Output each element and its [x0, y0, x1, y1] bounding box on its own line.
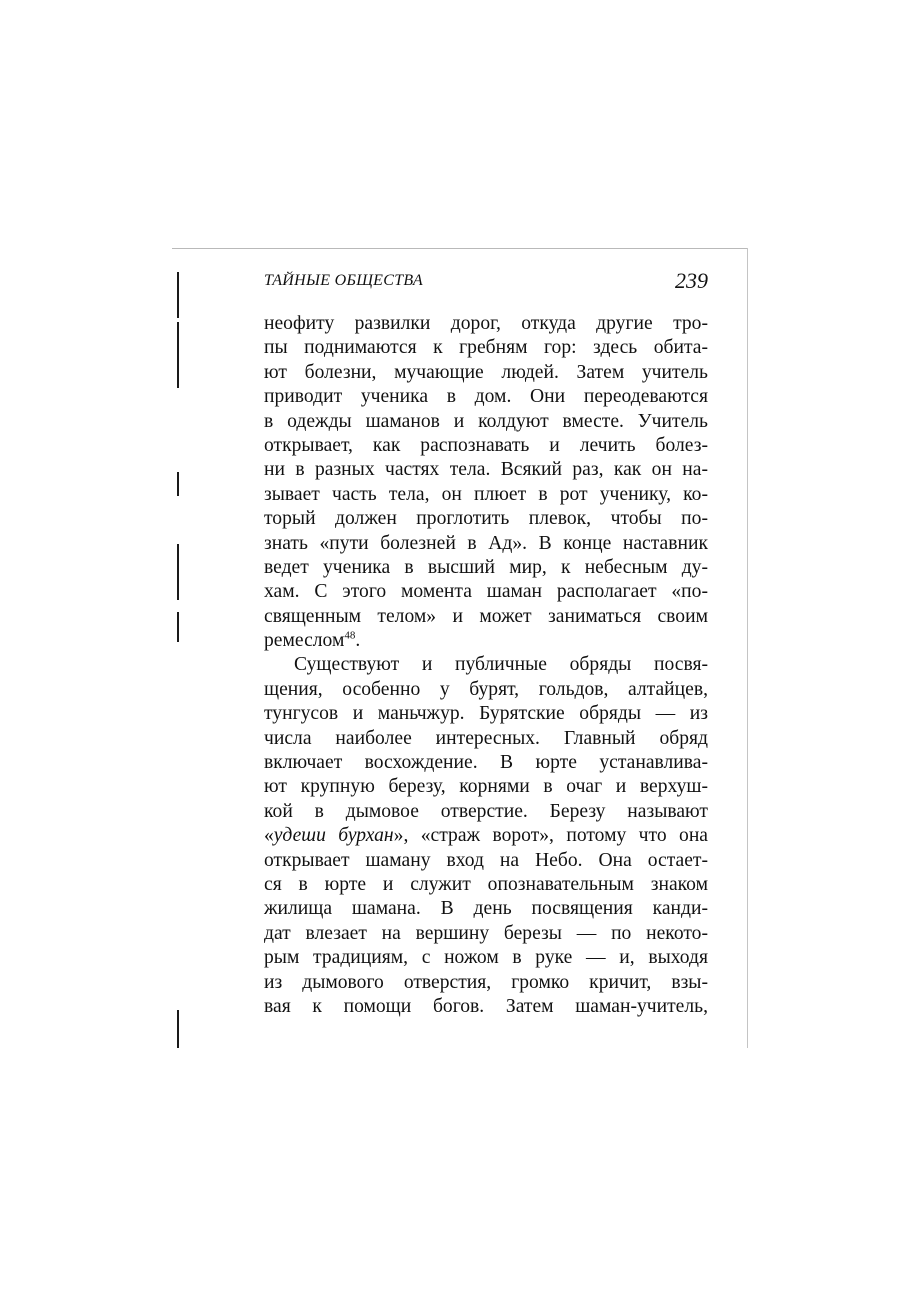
text-line: кой в дымовое отверстие. Березу называют — [264, 800, 708, 822]
text-line: зывает часть тела, он плюет в рот ученику, ко- — [264, 483, 708, 505]
text-line: священным телом» и может заниматься своим — [264, 605, 708, 627]
scan-edge-mark — [177, 1010, 179, 1048]
text-line: ся в юрте и служит опознавательным знаком — [264, 873, 708, 895]
page-header — [264, 268, 708, 296]
page-right-border — [747, 248, 748, 1048]
text-line: ни в разных частях тела. Всякий раз, как он на- — [264, 459, 708, 481]
text-fragment: « — [264, 825, 274, 847]
text-line: щения, особенно у бурят, гольдов, алтайцев, — [264, 678, 708, 700]
body-text — [264, 312, 708, 1019]
text-fragment: . — [355, 630, 361, 652]
text-line — [264, 824, 708, 848]
text-line: ют болезни, мучающие людей. Затем учитель — [264, 361, 708, 383]
running-title: ТАЙНЫЕ ОБЩЕСТВА — [264, 272, 423, 289]
text-line: ведет ученика в высший мир, к небесным ду- — [264, 556, 708, 578]
text-line: хам. С этого момента шаман располагает «по- — [264, 581, 708, 603]
text-line: жилища шамана. В день посвящения канди- — [264, 898, 708, 920]
text-line: рым традициям, с ножом в руке — и, выходя — [264, 947, 708, 969]
text-line: приводит ученика в дом. Они переодеваются — [264, 386, 708, 408]
text-line: дат влезает на вершину березы — по некото- — [264, 922, 708, 944]
scan-edge-mark — [177, 272, 179, 318]
text-line: пы поднимаются к гребням гор: здесь обита- — [264, 337, 708, 359]
text-line: торый должен проглотить плевок, чтобы по- — [264, 508, 708, 530]
italic-term: удеши бурхан — [273, 825, 394, 847]
text-fragment: ремеслом — [264, 630, 345, 652]
text-line: числа наиболее интересных. Главный обряд — [264, 727, 708, 749]
text-line: из дымового отверстия, громко кричит, взы- — [264, 971, 708, 993]
page-number: 239 — [675, 268, 708, 293]
text-line: включает восхождение. В юрте устанавлива- — [264, 752, 708, 774]
text-line: в одежды шаманов и колдуют вместе. Учитель — [264, 410, 708, 432]
text-line: открывает, как распознавать и лечить болез- — [264, 434, 708, 456]
text-line: открывает шаману вход на Небо. Она остает- — [264, 849, 708, 871]
scan-edge-mark — [177, 544, 179, 600]
text-line: знать «пути болезней в Ад». В конце наставник — [264, 532, 708, 554]
scan-edge-mark — [177, 322, 179, 388]
text-line: неофиту развилки дорог, откуда другие тро- — [264, 313, 708, 334]
text-line: вая к помощи богов. Затем шаман-учитель, — [264, 995, 708, 1017]
text-line: тунгусов и маньчжур. Бурятские обряды — из — [264, 703, 708, 725]
page-top-border — [172, 248, 748, 249]
scan-edge-mark — [177, 472, 179, 496]
text-line — [264, 629, 708, 653]
text-line: ют крупную березу, корнями в очаг и верхуш- — [264, 776, 708, 798]
text-line: Существуют и публичные обряды посвя- — [294, 654, 708, 676]
footnote-reference: 48 — [344, 629, 356, 642]
scan-edge-mark — [177, 612, 179, 642]
text-fragment: », «страж ворот», потому что она — [393, 825, 708, 847]
